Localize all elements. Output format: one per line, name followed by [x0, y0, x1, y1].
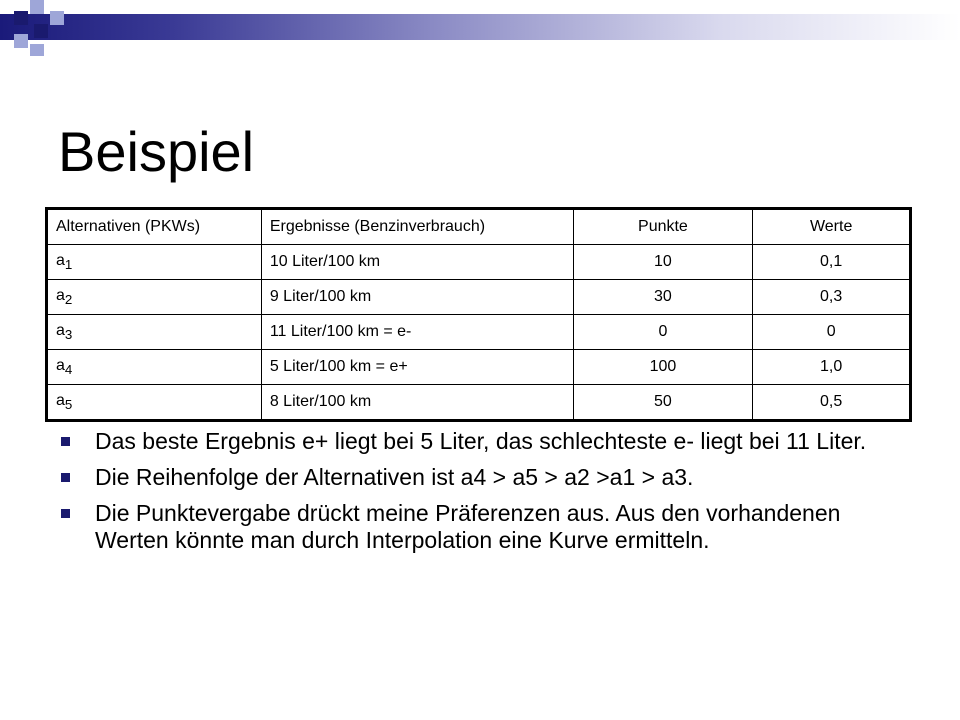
alternative-letter: a: [56, 286, 65, 304]
slide-title: Beispiel: [58, 119, 255, 183]
alternative-cell: [47, 315, 262, 350]
result-cell: 11 Liter/100 km = e-: [261, 315, 573, 350]
bullet-item: [58, 500, 898, 554]
result-cell: 8 Liter/100 km: [261, 385, 573, 421]
bullet-item: [58, 428, 898, 455]
alternative-cell: [47, 280, 262, 315]
alternative-index: 4: [64, 362, 73, 378]
alternative-letter: a: [56, 356, 65, 374]
decor-square: [50, 11, 64, 25]
data-table: [45, 207, 912, 422]
column-header: Alternativen (PKWs): [47, 209, 262, 245]
bullet-text: Die Punktevergabe drückt meine Präferenzen aus. Aus den vorhandenen Werten könnte man durch Interpolation eine Kurve ermitteln.: [95, 500, 841, 553]
value-cell: 0,5: [753, 385, 911, 421]
square-bullet-icon: [61, 437, 70, 446]
points-cell: 30: [573, 280, 753, 315]
alternative-cell: [47, 385, 262, 421]
value-cell: 1,0: [753, 350, 911, 385]
column-header: Ergebnisse (Benzinverbrauch): [261, 209, 573, 245]
result-cell: 9 Liter/100 km: [261, 280, 573, 315]
alternative-index: 3: [64, 327, 73, 343]
points-cell: 100: [573, 350, 753, 385]
value-cell: 0: [753, 315, 911, 350]
table-row: [47, 385, 911, 421]
bullet-item: [58, 464, 898, 491]
alternative-cell: [47, 350, 262, 385]
points-cell: 10: [573, 245, 753, 280]
bullet-text: Das beste Ergebnis e+ liegt bei 5 Liter, das schlechteste e- liegt bei 11 Liter.: [95, 428, 867, 454]
alternative-index: 5: [64, 397, 73, 413]
points-cell: 50: [573, 385, 753, 421]
table-row: [47, 350, 911, 385]
alternative-letter: a: [56, 321, 65, 339]
table-header-row: [47, 209, 911, 245]
decor-square: [30, 0, 44, 14]
square-bullet-icon: [61, 509, 70, 518]
column-header: Punkte: [573, 209, 753, 245]
value-cell: 0,3: [753, 280, 911, 315]
alternative-index: 1: [64, 257, 73, 273]
table-row: [47, 245, 911, 280]
alternative-cell: [47, 245, 262, 280]
table-row: [47, 315, 911, 350]
column-header: Werte: [753, 209, 911, 245]
alternative-letter: a: [56, 251, 65, 269]
value-cell: 0,1: [753, 245, 911, 280]
header-gradient-band: [0, 14, 960, 40]
alternative-index: 2: [64, 292, 73, 308]
decor-square: [30, 44, 44, 56]
decor-square: [14, 11, 28, 25]
result-cell: 10 Liter/100 km: [261, 245, 573, 280]
bullet-text: Die Reihenfolge der Alternativen ist a4 > a5 > a2 >a1 > a3.: [95, 464, 694, 490]
square-bullet-icon: [61, 473, 70, 482]
table-row: [47, 280, 911, 315]
bullet-list: [58, 428, 898, 563]
alternative-letter: a: [56, 391, 65, 409]
result-cell: 5 Liter/100 km = e+: [261, 350, 573, 385]
points-cell: 0: [573, 315, 753, 350]
decor-square: [34, 24, 48, 38]
decor-square: [14, 34, 28, 48]
